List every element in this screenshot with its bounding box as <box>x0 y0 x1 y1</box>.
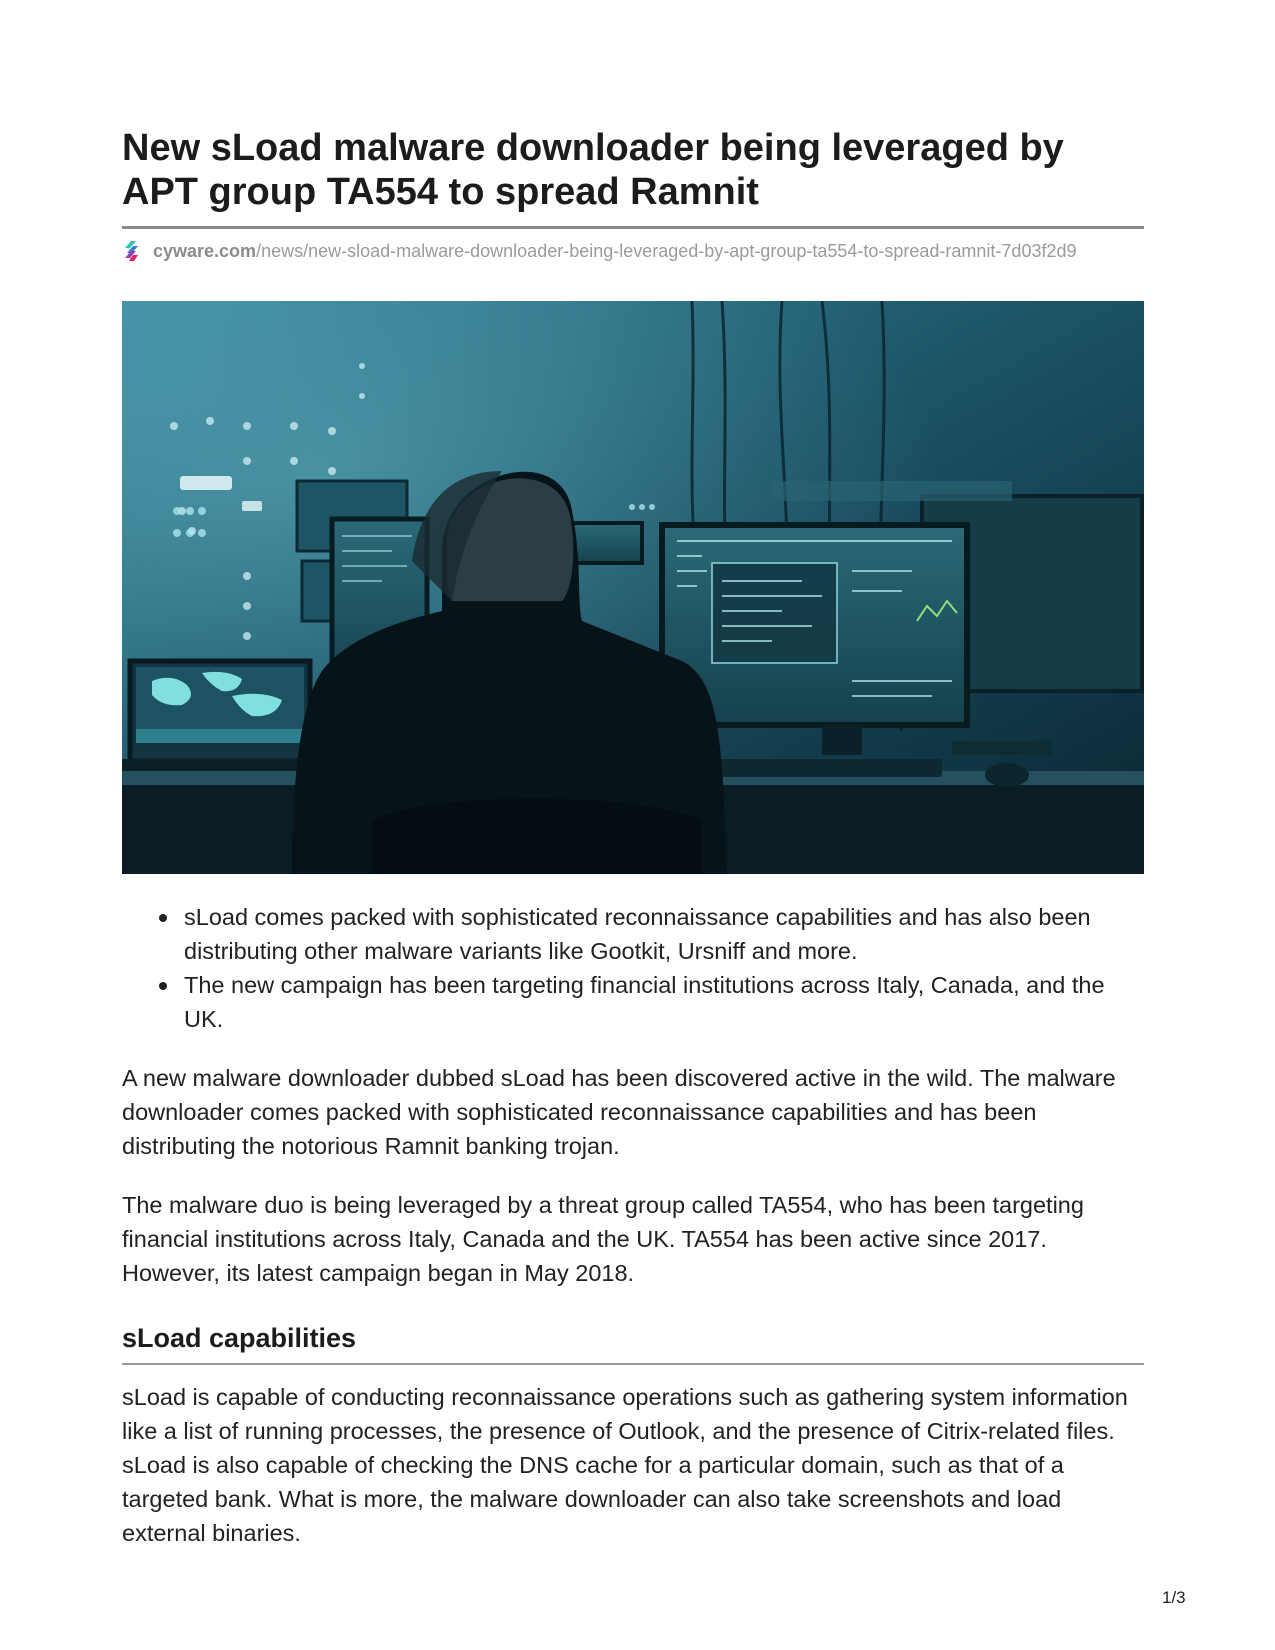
list-item <box>122 968 1144 1036</box>
section-divider <box>122 1363 1144 1365</box>
bullet-icon <box>159 914 167 922</box>
section-body: sLoad is capable of conducting reconnaissance operations such as gathering system information like a list of running processes, the presence of Outlook, and the presence of Citrix-related files. sLoad is also capable of checking the DNS cache for a particular domain, such as that of a targeted bank. What is more, the malware downloader can also take screenshots and load external binaries. <box>122 1384 1128 1546</box>
article-title: New sLoad malware downloader being leveraged by APT group TA554 to spread Ramnit <box>122 127 1064 213</box>
hacker-at-computers-illustration <box>122 301 1144 874</box>
summary-bullets <box>122 900 1144 1036</box>
hero-image <box>122 301 1144 874</box>
section-heading: sLoad capabilities <box>122 1323 357 1353</box>
cyware-logo-icon <box>122 240 144 262</box>
source-domain: cyware.com <box>153 240 257 261</box>
intro-paragraph: A new malware downloader dubbed sLoad has been discovered active in the wild. The malware downloader comes packed with sophisticated reconnaissance capabilities and has been distributing the notorious Ramnit banking trojan. <box>122 1065 1116 1159</box>
source-link[interactable] <box>122 240 1162 262</box>
bullet-text: The new campaign has been targeting financial institutions across Italy, Canada, and the UK. <box>184 972 1105 1032</box>
context-paragraph: The malware duo is being leveraged by a threat group called TA554, who has been targeting financial institutions across Italy, Canada and the UK. TA554 has been active since 2017. However, its latest campaign began in May 2018. <box>122 1192 1084 1286</box>
title-divider <box>122 226 1144 229</box>
page-number: 1/3 <box>1162 1588 1186 1607</box>
source-path: /news/new-sload-malware-downloader-being-leveraged-by-apt-group-ta554-to-spread-ramnit-7d03f2d9 <box>256 240 1077 261</box>
bullet-icon <box>159 982 167 990</box>
bullet-text: sLoad comes packed with sophisticated reconnaissance capabilities and has also been distributing other malware variants like Gootkit, Ursniff and more. <box>184 904 1091 964</box>
list-item <box>122 900 1144 968</box>
